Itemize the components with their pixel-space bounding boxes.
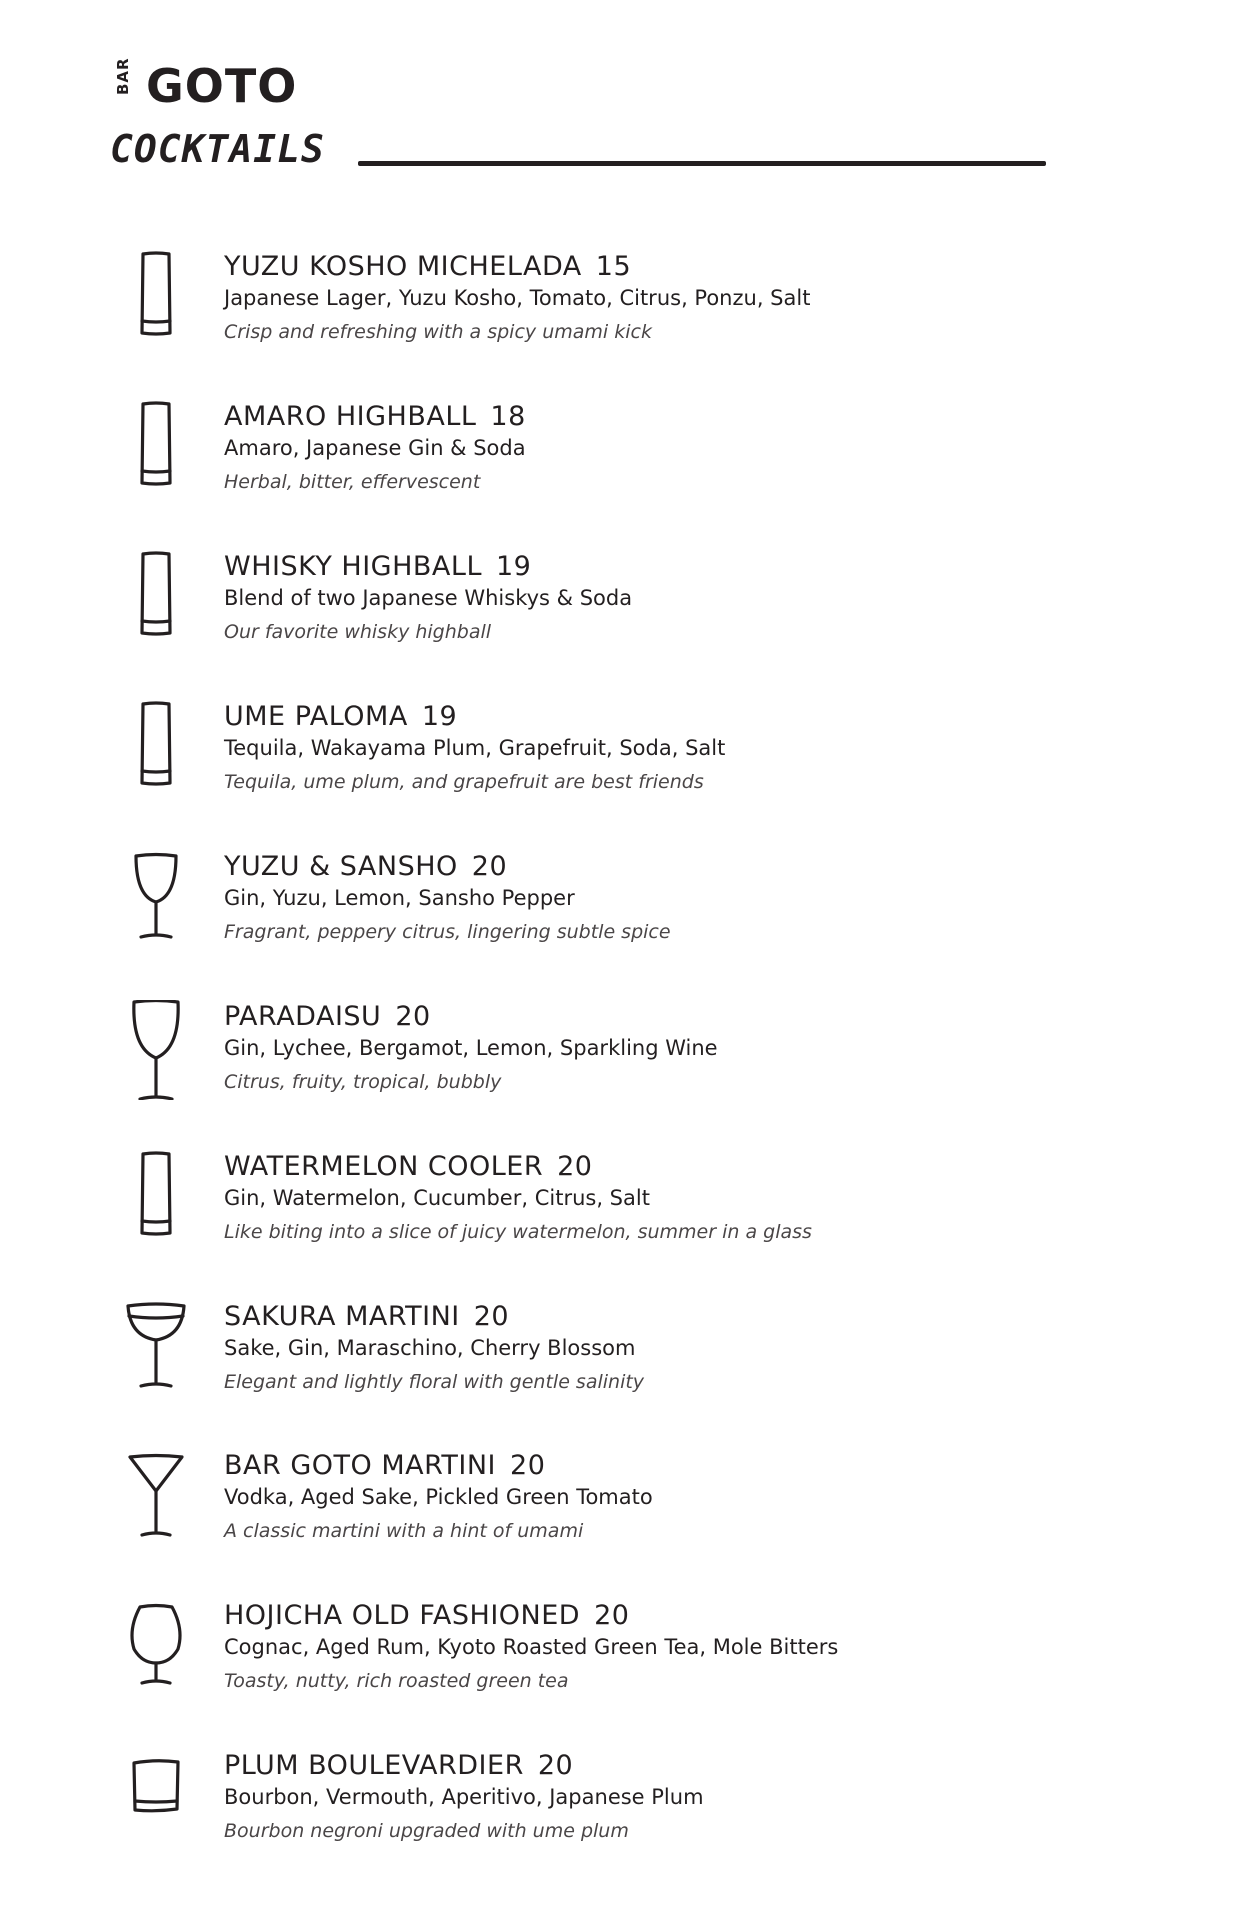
item-price: 19 [496,551,532,582]
item-ingredients: Blend of two Japanese Whiskys & Soda [224,586,633,610]
item-name: YUZU KOSHO MICHELADA [224,251,582,282]
menu-item [0,1150,1243,1260]
menu-item [0,700,1243,810]
item-name: WATERMELON COOLER [224,1151,544,1182]
item-description: Tequila, ume plum, and grapefruit are best friends [224,771,704,793]
item-name: BAR GOTO MARTINI [224,1450,497,1481]
item-title [224,1150,1184,1184]
item-price: 20 [510,1450,546,1481]
item-description: Like biting into a slice of juicy watermelon, summer in a glass [224,1221,812,1243]
item-name: WHISKY HIGHBALL [224,551,482,582]
item-name: YUZU & SANSHO [224,851,458,882]
item-title [224,550,1184,584]
item-title [224,250,1184,284]
highball-glass-icon [120,400,192,500]
section-divider [358,161,1046,166]
item-price: 15 [595,251,632,282]
item-name: AMARO HIGHBALL [224,401,477,432]
item-name: UME PALOMA [224,701,408,732]
item-ingredients: Vodka, Aged Sake, Pickled Green Tomato [224,1485,653,1509]
item-title [224,850,1184,884]
martini-glass-icon [120,1449,192,1549]
item-description: Crisp and refreshing with a spicy umami kick [224,321,652,343]
item-description: Toasty, nutty, rich roasted green tea [224,1670,569,1692]
menu-item [0,550,1243,660]
menu-item [0,250,1243,360]
logo [114,57,298,113]
highball-glass-icon [120,250,192,350]
item-price: 20 [557,1151,593,1182]
menu-item [0,1599,1243,1709]
menu-item [0,1300,1243,1410]
item-title [224,1749,1184,1783]
item-title [224,1449,1184,1483]
highball-glass-icon [120,550,192,650]
logo-goto-text: GOTO [146,59,298,113]
menu-item [0,1749,1243,1859]
item-ingredients: Bourbon, Vermouth, Aperitivo, Japanese Plum [224,1785,704,1809]
menu-item [0,850,1243,960]
item-name: PLUM BOULEVARDIER [224,1750,524,1781]
item-ingredients: Gin, Lychee, Bergamot, Lemon, Sparkling Wine [224,1036,718,1060]
menu-item [0,1000,1243,1110]
item-description: Citrus, fruity, tropical, bubbly [224,1071,502,1093]
item-title [224,400,1184,434]
tall-wine-glass-icon [120,1000,192,1100]
item-description: Bourbon negroni upgraded with ume plum [224,1820,629,1842]
item-description: A classic martini with a hint of umami [224,1520,584,1542]
item-price: 20 [395,1001,431,1032]
item-title [224,1000,1184,1034]
menu-item [0,1449,1243,1559]
item-ingredients: Gin, Watermelon, Cucumber, Citrus, Salt [224,1186,650,1210]
menu-item [0,400,1243,510]
item-description: Fragrant, peppery citrus, lingering subtle spice [224,921,671,943]
item-ingredients: Amaro, Japanese Gin & Soda [224,436,526,460]
item-ingredients: Japanese Lager, Yuzu Kosho, Tomato, Citrus, Ponzu, Salt [224,286,811,310]
item-title [224,1599,1184,1633]
item-ingredients: Sake, Gin, Maraschino, Cherry Blossom [224,1336,636,1360]
item-title [224,700,1184,734]
logo-bar-text: BAR [114,57,132,95]
highball-glass-icon [120,700,192,800]
item-ingredients: Tequila, Wakayama Plum, Grapefruit, Soda, Salt [224,736,726,760]
snifter-glass-icon [120,1599,192,1699]
item-price: 19 [421,701,458,732]
item-name: HOJICHA OLD FASHIONED [224,1600,581,1631]
wine-glass-icon [120,850,192,950]
item-price: 20 [594,1600,630,1631]
section-title: COCKTAILS [110,127,325,171]
item-price: 18 [490,401,526,432]
item-price: 20 [537,1750,574,1781]
item-price: 20 [473,1301,510,1332]
item-title [224,1300,1184,1334]
rocks-glass-icon [120,1749,192,1849]
item-description: Our favorite whisky highball [224,621,492,643]
item-ingredients: Gin, Yuzu, Lemon, Sansho Pepper [224,886,575,910]
highball-glass-icon [120,1150,192,1250]
coupe-glass-icon [120,1300,192,1400]
item-description: Herbal, bitter, effervescent [224,471,481,493]
item-description: Elegant and lightly floral with gentle salinity [224,1371,645,1393]
item-price: 20 [471,851,508,882]
item-ingredients: Cognac, Aged Rum, Kyoto Roasted Green Tea, Mole Bitters [224,1635,839,1659]
item-name: PARADAISU [224,1001,382,1032]
item-name: SAKURA MARTINI [224,1301,460,1332]
